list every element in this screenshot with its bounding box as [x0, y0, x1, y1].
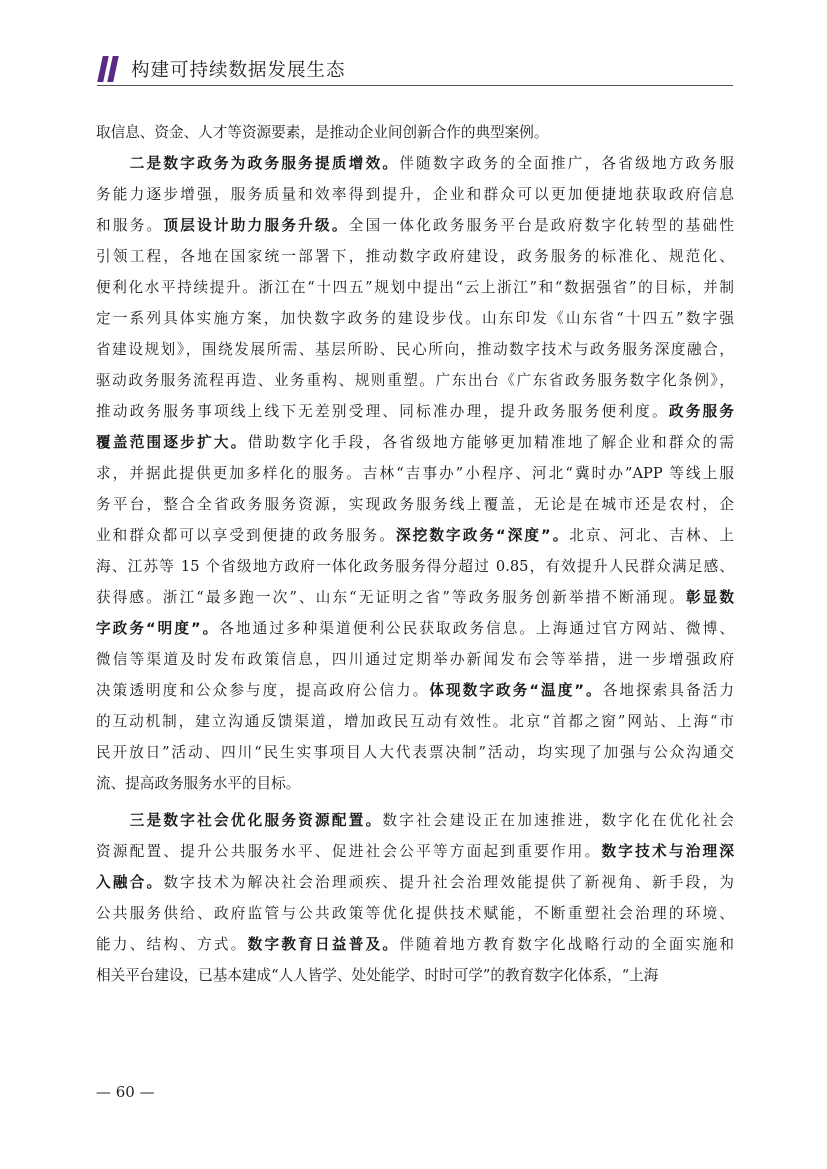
text-run: 流、提高政务服务水平的目标。: [96, 775, 301, 792]
text-run: 北京、河北、吉林、上: [569, 527, 734, 544]
bold-heading-run: 数字技术与治理深: [601, 843, 734, 860]
text-run: [96, 812, 130, 829]
text-run: 伴随着地方教育数字化战略行动的全面实施和: [399, 936, 734, 953]
bold-heading-run: 深挖数字政务“深度”。: [396, 527, 570, 544]
header-rule: [97, 85, 733, 86]
text-run: 海、江苏等 15 个省级地方政府一体化政务服务得分超过 0.85，有效提升人民群众满足感、: [96, 558, 734, 575]
text-run: 民开放日”活动、四川“民生实事项目人大代表票决制”活动，均实现了加强与公众沟通交: [96, 744, 734, 761]
text-run: 借助数字化手段，各省级地方能够更加精准地了解企业和群众的需: [247, 434, 734, 451]
bold-heading-run: 数字教育日益普及。: [247, 936, 400, 953]
text-run: 业和群众都可以享受到便捷的政务服务。: [96, 527, 397, 544]
text-run: 数字技术为解决社会治理顽疾、提升社会治理效能提供了新视角、新手段，为: [163, 874, 734, 891]
text-line: [96, 582, 734, 613]
text-run: 务平台，整合全省政务服务资源，实现政务服务线上覆盖，无论是在城市还是农村，企: [96, 496, 734, 513]
text-run: 伴随数字政务的全面推广，各省级地方政务服: [399, 155, 734, 172]
text-run: 务能力逐步增强，服务质量和效率得到提升，企业和群众可以更加便捷地获取政府信息: [96, 186, 734, 203]
text-line: [96, 179, 734, 210]
text-run: 各地通过多种渠道便利公民获取政务信息。上海通过官方网站、微博、: [219, 620, 734, 637]
text-line: [96, 458, 734, 489]
text-line: [96, 644, 734, 675]
text-line: [96, 396, 734, 427]
header-title: 构建可持续数据发展生态: [131, 60, 346, 81]
text-line: [96, 117, 734, 148]
bold-heading-run: 顶层设计助力服务升级。: [163, 217, 349, 234]
text-run: 推动政务服务事项线上线下无差别受理、同标准办理，提升政务服务便利度。: [96, 403, 669, 420]
text-line: [96, 929, 734, 960]
page-number: — 60 —: [96, 1083, 155, 1101]
text-run: 获得感。浙江“最多跑一次”、山东“无证明之省”等政务服务创新举措不断涌现。: [96, 589, 686, 606]
text-line: [96, 960, 734, 991]
text-line: [96, 867, 734, 898]
bold-heading-run: 三是数字社会优化服务资源配置。: [129, 812, 383, 829]
text-run: 驱动政务服务流程再造、业务重构、规则重塑。广东出台《广东省政务服务数字化条例》，: [96, 372, 734, 389]
header-bars-icon: [97, 56, 121, 82]
text-run: 公共服务供给、政府监管与公共政策等优化提供技术赋能，不断重塑社会治理的环境、: [96, 905, 734, 922]
text-line: [96, 365, 734, 396]
text-run: 资源配置、提升公共服务水平、促进社会公平等方面起到重要作用。: [96, 843, 602, 860]
text-run: 求，并据此提供更加多样化的服务。吉林“吉事办”小程序、河北“冀时办”APP 等线上服: [96, 465, 734, 482]
text-line: [96, 427, 734, 458]
bold-heading-run: 二是数字政务为政务服务提质增效。: [129, 155, 400, 172]
text-run: 引领工程，各地在国家统一部署下，推动数字政府建设，政务服务的标准化、规范化、: [96, 248, 734, 265]
text-line: [96, 706, 734, 737]
bold-heading-run: 政务服务: [668, 403, 734, 420]
text-line: [96, 805, 734, 836]
text-line: [96, 334, 734, 365]
body-text: [96, 117, 734, 991]
text-run: 的互动机制，建立沟通反馈渠道，增加政民互动有效性。北京“首都之窗”网站、上海“市: [96, 713, 734, 730]
text-line: [96, 520, 734, 551]
text-run: 各地探索具备活力: [602, 682, 734, 699]
text-line: [96, 241, 734, 272]
text-run: 相关平台建设，已基本建成“人人皆学、处处能学、时时可学”的教育数字化体系，“上海: [96, 967, 659, 984]
bold-heading-run: 字政务“明度”。: [96, 620, 220, 637]
text-line: [96, 489, 734, 520]
text-line: [96, 898, 734, 929]
text-line: [96, 737, 734, 768]
text-run: 决策透明度和公众参与度，提高政府公信力。: [96, 682, 430, 699]
text-run: 和服务。: [96, 217, 164, 234]
text-line: [96, 613, 734, 644]
bold-heading-run: 覆盖范围逐步扩大。: [96, 434, 248, 451]
text-run: 数字社会建设正在加速推进，数字化在优化社会: [382, 812, 734, 829]
text-line: [96, 148, 734, 179]
running-header: [97, 54, 733, 86]
text-line: [96, 272, 734, 303]
text-line: [96, 836, 734, 867]
bold-heading-run: 入融合。: [96, 874, 164, 891]
text-line: [96, 303, 734, 334]
text-line: [96, 210, 734, 241]
text-run: [96, 155, 130, 172]
text-run: 全国一体化政务服务平台是政府数字化转型的基础性: [348, 217, 734, 234]
text-line: [96, 675, 734, 706]
text-run: 能力、结构、方式。: [96, 936, 248, 953]
text-line: [96, 768, 734, 799]
text-line: [96, 551, 734, 582]
text-run: 便利化水平持续提升。浙江在“十四五”规划中提出“云上浙江”和“数据强省”的目标，并制: [96, 279, 734, 296]
text-run: 微信等渠道及时发布政策信息，四川通过定期举办新闻发布会等举措，进一步增强政府: [96, 651, 734, 668]
text-run: 定一系列具体实施方案，加快数字政务的建设步伐。山东印发《山东省“十四五”数字强: [96, 310, 734, 327]
bold-heading-run: 体现数字政务“温度”。: [429, 682, 603, 699]
text-run: 省建设规划》，围绕发展所需、基层所盼、民心所向，推动数字技术与政务服务深度融合，: [96, 341, 734, 358]
bold-heading-run: 彰显数: [685, 589, 734, 606]
text-run: 取信息、资金、人才等资源要素，是推动企业间创新合作的典型案例。: [96, 124, 549, 141]
